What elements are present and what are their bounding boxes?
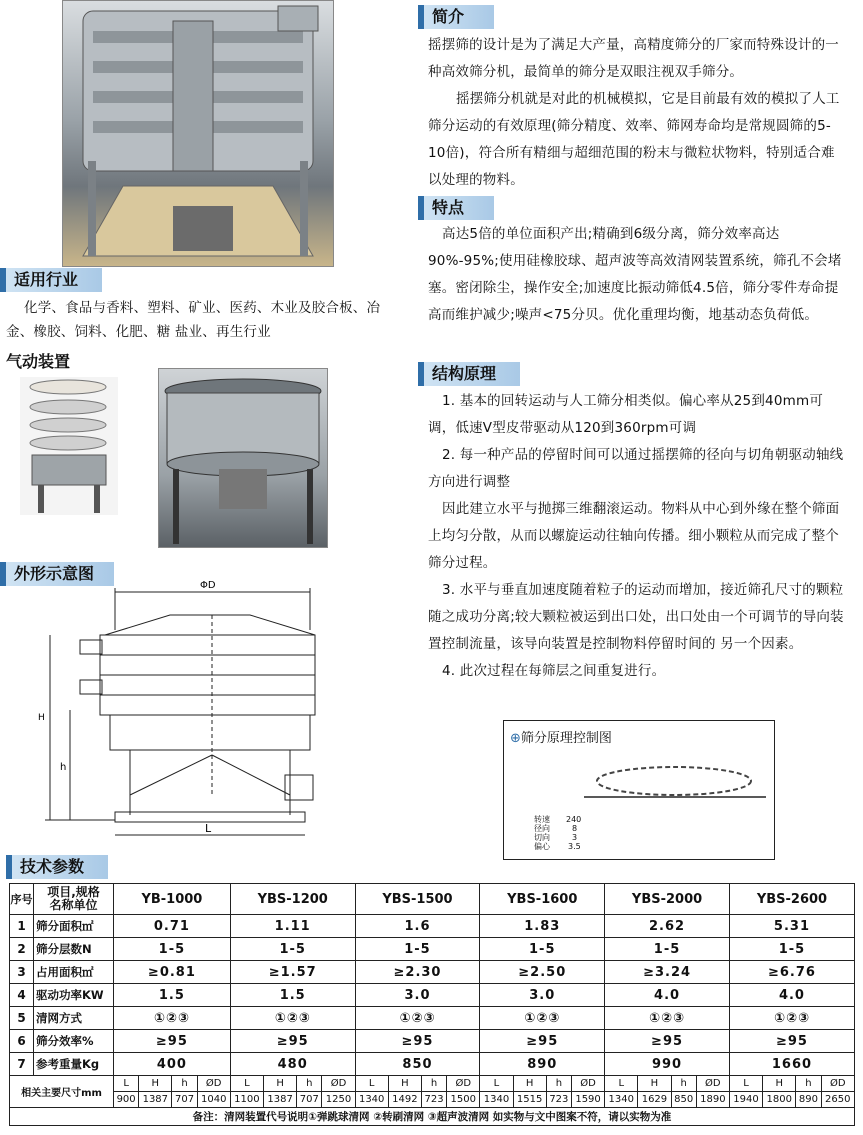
- outline-svg: [20, 580, 340, 845]
- intro-paragraph: 摇摆筛分机就是对此的机械模拟，它是目前最有效的模拟了人工筛分运动的有效原理(筛分精度、效率、筛网寿命均是常规圆筛的5-10倍)，符合所有精细与超细范围的粉末与微粒状物料，特别适合难以处理的物料。: [428, 91, 840, 188]
- row-value: 3.0: [355, 984, 480, 1007]
- row-value: 1.5: [114, 984, 231, 1007]
- plus-circle-icon: ⊕: [510, 731, 521, 746]
- row-value: ≥3.24: [605, 961, 730, 984]
- dim-value: 1250: [322, 1092, 355, 1108]
- dim-value: 1515: [513, 1092, 546, 1108]
- row-no: 6: [10, 1030, 34, 1053]
- spec-header-row: [10, 884, 855, 915]
- dim-value: 707: [297, 1092, 322, 1108]
- row-value: ≥95: [480, 1030, 605, 1053]
- row-label: 筛分效率%: [34, 1030, 114, 1053]
- outline-drawing: [20, 580, 340, 845]
- row-no: 2: [10, 938, 34, 961]
- outline-title: 外形示意图: [0, 562, 114, 586]
- row-value: 5.31: [729, 915, 854, 938]
- dim-h-small-label: h: [60, 762, 67, 773]
- spec-footnote: 备注：清网装置代号说明①弹跳球清网 ②转刷清网 ③超声波清网 如实物与文中图案不符，请以实物为准: [10, 1108, 855, 1126]
- structure-paragraph: 因此建立水平与抛掷三维翻滚运动。物料从中心到外缘在整个筛面上均匀分散，从而以螺旋运动往轴向传播。细小颗粒从而完成了整个筛分过程。: [428, 501, 840, 571]
- dims-value-row: [10, 1092, 855, 1108]
- row-value: 850: [355, 1053, 480, 1076]
- structure-title: 结构原理: [418, 362, 520, 386]
- row-value: ≥2.30: [355, 961, 480, 984]
- row-value: 0.71: [114, 915, 231, 938]
- dim-value: 1340: [355, 1092, 388, 1108]
- dim-key: H: [513, 1076, 546, 1092]
- spec-table: [9, 883, 855, 1126]
- dim-key: H: [388, 1076, 421, 1092]
- dim-key: h: [671, 1076, 696, 1092]
- dim-key: ØD: [821, 1076, 854, 1092]
- row-value: 1-5: [114, 938, 231, 961]
- row-value: 480: [230, 1053, 355, 1076]
- table-row: [10, 1030, 855, 1053]
- dims-label: 相关主要尺寸mm: [10, 1076, 114, 1108]
- pneumatic-exploded-photo: [20, 377, 118, 515]
- row-value: 1-5: [480, 938, 605, 961]
- dim-key: L: [114, 1076, 139, 1092]
- row-value: ①②③: [729, 1007, 854, 1030]
- dim-key: H: [638, 1076, 671, 1092]
- row-value: ≥2.50: [480, 961, 605, 984]
- dim-value: 707: [172, 1092, 197, 1108]
- dim-value: 1040: [197, 1092, 230, 1108]
- dim-value: 1500: [447, 1092, 480, 1108]
- dim-value: 1100: [230, 1092, 263, 1108]
- row-value: ≥95: [729, 1030, 854, 1053]
- row-value: ≥95: [230, 1030, 355, 1053]
- dim-key: ØD: [696, 1076, 729, 1092]
- dim-value: 1590: [571, 1092, 604, 1108]
- row-no: 4: [10, 984, 34, 1007]
- dim-key: L: [480, 1076, 513, 1092]
- machine-illustration: [63, 1, 333, 266]
- dim-key: L: [355, 1076, 388, 1092]
- dim-key: h: [172, 1076, 197, 1092]
- model-header: YBS-1500: [355, 884, 480, 915]
- dim-value: 1340: [480, 1092, 513, 1108]
- row-value: 2.62: [605, 915, 730, 938]
- table-row: [10, 1053, 855, 1076]
- footnote-row: [10, 1108, 855, 1126]
- dim-key: h: [546, 1076, 571, 1092]
- row-no: 5: [10, 1007, 34, 1030]
- table-row: [10, 961, 855, 984]
- row-no: 3: [10, 961, 34, 984]
- dim-key: h: [421, 1076, 446, 1092]
- row-value: 1-5: [230, 938, 355, 961]
- dim-value: 850: [671, 1092, 696, 1108]
- dim-value: 723: [546, 1092, 571, 1108]
- model-header: YBS-1600: [480, 884, 605, 915]
- row-value: ①②③: [230, 1007, 355, 1030]
- dim-key: H: [264, 1076, 297, 1092]
- dim-value: 1890: [696, 1092, 729, 1108]
- principle-chart: [503, 720, 775, 860]
- structure-paragraph: 3. 水平与垂直加速度随着粒子的运动而增加，接近筛孔尺寸的颗粒随之成功分离;较大颗粒被运到出口处，出口处由一个可调节的导向装置控制流量，该导向装置是控制物料停留时间的 另一个因素。: [428, 582, 844, 652]
- table-row: [10, 938, 855, 961]
- row-value: 1.6: [355, 915, 480, 938]
- dim-value: 723: [421, 1092, 446, 1108]
- dim-value: 2650: [821, 1092, 854, 1108]
- row-label: 清网方式: [34, 1007, 114, 1030]
- row-value: ①②③: [480, 1007, 605, 1030]
- dim-value: 1940: [729, 1092, 762, 1108]
- row-label: 驱动功率KW: [34, 984, 114, 1007]
- dim-key: L: [230, 1076, 263, 1092]
- structure-paragraph: 4. 此次过程在每筛层之间重复进行。: [442, 663, 666, 679]
- row-value: 4.0: [729, 984, 854, 1007]
- row-label: 占用面积㎡: [34, 961, 114, 984]
- dim-d-label: ΦD: [200, 580, 216, 591]
- intro-title: 简介: [418, 5, 494, 29]
- row-value: 3.0: [480, 984, 605, 1007]
- table-row: [10, 984, 855, 1007]
- dim-value: 900: [114, 1092, 139, 1108]
- dims-key-row: [10, 1076, 855, 1092]
- header-no: 序号: [10, 884, 34, 915]
- row-value: 1-5: [605, 938, 730, 961]
- model-header: YB-1000: [114, 884, 231, 915]
- dim-value: 1492: [388, 1092, 421, 1108]
- model-header: YBS-2600: [729, 884, 854, 915]
- dim-value: 1340: [605, 1092, 638, 1108]
- intro-paragraph: 摇摆筛的设计是为了满足大产量，高精度筛分的厂家而特殊设计的一种高效筛分机，最简单的筛分是双眼注视双手筛分。: [428, 37, 839, 80]
- industry-text: 化学、食品与香料、塑料、矿业、医药、木业及胶合板、冶金、橡胶、饲料、化肥、糖 盐业、再生行业: [6, 300, 381, 340]
- row-value: 1-5: [355, 938, 480, 961]
- pneumatic-title: 气动装置: [6, 352, 71, 371]
- model-header: YBS-1200: [230, 884, 355, 915]
- row-value: 1.83: [480, 915, 605, 938]
- dim-value: 1387: [264, 1092, 297, 1108]
- dim-value: 1800: [763, 1092, 796, 1108]
- dim-key: h: [796, 1076, 821, 1092]
- principle-params: 转速 240 径向 8 切向 3 偏心 3.5: [534, 815, 582, 851]
- spec-rows: [10, 915, 855, 1076]
- table-row: [10, 915, 855, 938]
- table-row: [10, 1007, 855, 1030]
- row-value: ①②③: [605, 1007, 730, 1030]
- spec-title: 技术参数: [6, 855, 108, 879]
- row-value: 1-5: [729, 938, 854, 961]
- dim-key: ØD: [571, 1076, 604, 1092]
- model-header: YBS-2000: [605, 884, 730, 915]
- row-value: 1.5: [230, 984, 355, 1007]
- dim-key: h: [297, 1076, 322, 1092]
- dim-key: L: [605, 1076, 638, 1092]
- row-value: 990: [605, 1053, 730, 1076]
- dim-key: ØD: [197, 1076, 230, 1092]
- industry-title: 适用行业: [0, 268, 102, 292]
- principle-chart-title: ⊕筛分原理控制图: [510, 731, 612, 746]
- header-item: 项目,规格 名称单位: [34, 884, 114, 915]
- row-no: 7: [10, 1053, 34, 1076]
- row-label: 参考重量Kg: [34, 1053, 114, 1076]
- product-photo: [62, 0, 334, 267]
- structure-paragraph: 2. 每一种产品的停留时间可以通过摇摆筛的径向与切角朝驱动轴线方向进行调整: [428, 447, 844, 490]
- dim-key: H: [139, 1076, 172, 1092]
- dim-l-label: L: [205, 822, 212, 835]
- structure-body: [428, 388, 848, 685]
- row-value: ≥6.76: [729, 961, 854, 984]
- dim-h-big-label: H: [38, 713, 45, 723]
- row-value: 4.0: [605, 984, 730, 1007]
- row-value: 1660: [729, 1053, 854, 1076]
- row-value: ≥95: [114, 1030, 231, 1053]
- row-label: 筛分层数N: [34, 938, 114, 961]
- row-value: ≥95: [605, 1030, 730, 1053]
- dim-value: 1387: [139, 1092, 172, 1108]
- features-title: 特点: [418, 196, 494, 220]
- row-label: 筛分面积㎡: [34, 915, 114, 938]
- row-value: ≥0.81: [114, 961, 231, 984]
- dim-key: H: [763, 1076, 796, 1092]
- dim-value: 890: [796, 1092, 821, 1108]
- row-value: 890: [480, 1053, 605, 1076]
- structure-paragraph: 1. 基本的回转运动与人工筛分相类似。偏心率从25到40mm可调，低速V型皮带驱动从120到360rpm可调: [428, 393, 824, 436]
- dim-key: ØD: [447, 1076, 480, 1092]
- row-no: 1: [10, 915, 34, 938]
- row-value: ①②③: [114, 1007, 231, 1030]
- dim-key: ØD: [322, 1076, 355, 1092]
- intro-body: [428, 32, 848, 194]
- dim-value: 1629: [638, 1092, 671, 1108]
- row-value: ①②③: [355, 1007, 480, 1030]
- row-value: 1.11: [230, 915, 355, 938]
- row-value: ≥1.57: [230, 961, 355, 984]
- features-text: 高达5倍的单位面积产出;精确到6级分离，筛分效率高达90%-95%;使用硅橡胶球、超声波等高效清网装置系统，筛孔不会堵塞。密闭除尘，操作安全;加速度比振动筛低4.5倍，筛分零件寿命提高而维护减少;噪声<75分贝。优化重理均衡，地基动态负荷低。: [428, 226, 842, 323]
- row-value: 400: [114, 1053, 231, 1076]
- dim-key: L: [729, 1076, 762, 1092]
- row-value: ≥95: [355, 1030, 480, 1053]
- pneumatic-machine-photo: [158, 368, 328, 548]
